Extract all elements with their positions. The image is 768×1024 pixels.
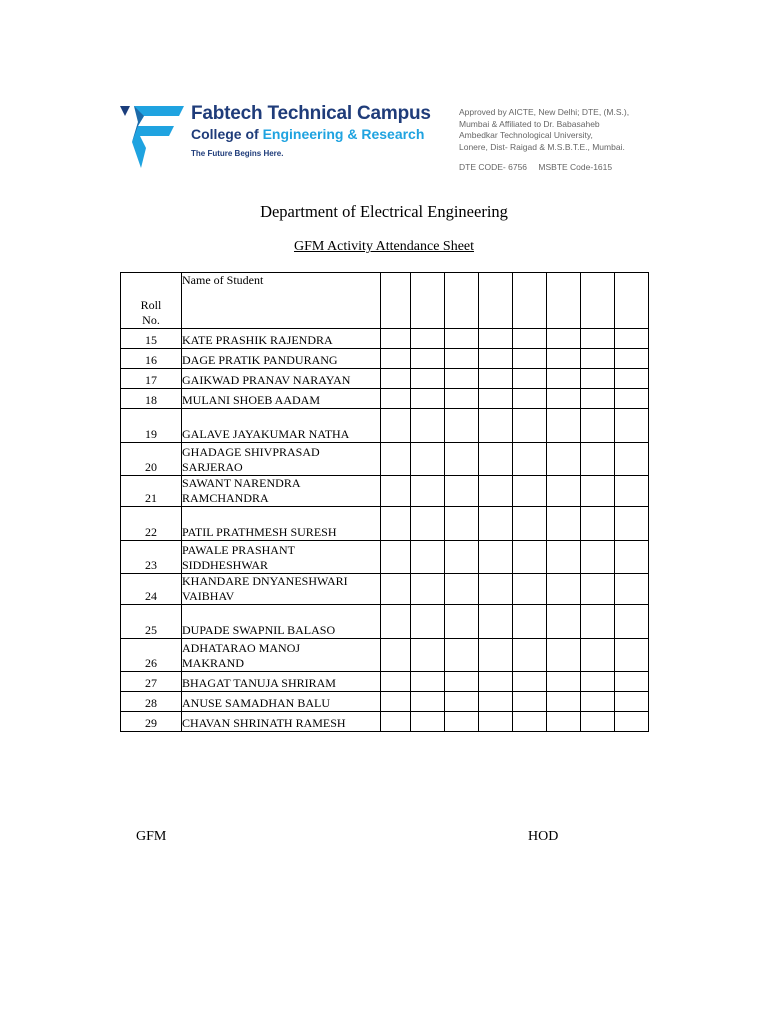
attendance-header-cell [381, 273, 411, 329]
roll-number-cell: 28 [121, 692, 182, 712]
college-tagline: The Future Begins Here. [191, 149, 284, 158]
attendance-cell [445, 712, 479, 732]
attendance-cell [479, 541, 513, 574]
attendance-cell [445, 369, 479, 389]
student-name-cell: BHAGAT TANUJA SHRIRAM [182, 672, 381, 692]
roll-number-cell: 29 [121, 712, 182, 732]
attendance-cell [479, 507, 513, 541]
attendance-cell [547, 541, 581, 574]
student-name-cell: SAWANT NARENDRA RAMCHANDRA [182, 476, 381, 507]
table-row [121, 409, 649, 443]
roll-number-cell: 19 [121, 409, 182, 443]
brand-block [191, 103, 461, 158]
attendance-cell [479, 443, 513, 476]
roll-number-cell: 23 [121, 541, 182, 574]
roll-number-cell: 22 [121, 507, 182, 541]
attendance-cell [411, 712, 445, 732]
attendance-cell [547, 329, 581, 349]
attendance-cell [513, 692, 547, 712]
attendance-cell [581, 389, 615, 409]
student-name-cell: ADHATARAO MANOJ MAKRAND [182, 639, 381, 672]
attendance-cell [615, 507, 649, 541]
attendance-cell [381, 369, 411, 389]
student-name-cell: ANUSE SAMADHAN BALU [182, 692, 381, 712]
attendance-cell [411, 574, 445, 605]
attendance-cell [581, 329, 615, 349]
attendance-cell [381, 476, 411, 507]
letterhead [118, 100, 658, 180]
attendance-header-cell [411, 273, 445, 329]
table-row [121, 574, 649, 605]
table-row [121, 507, 649, 541]
attendance-cell [381, 541, 411, 574]
hod-signature: HOD [528, 829, 559, 844]
attendance-cell [547, 369, 581, 389]
attendance-cell [381, 639, 411, 672]
attendance-cell [547, 692, 581, 712]
attendance-header-cell [445, 273, 479, 329]
attendance-cell [445, 605, 479, 639]
attendance-cell [513, 443, 547, 476]
student-name-cell: MULANI SHOEB AADAM [182, 389, 381, 409]
table-row [121, 672, 649, 692]
attendance-cell [479, 409, 513, 443]
attendance-cell [445, 389, 479, 409]
attendance-cell [411, 409, 445, 443]
attendance-cell [547, 349, 581, 369]
college-subtitle: College of Engineering & Research [191, 126, 425, 142]
student-name-cell: GAIKWAD PRANAV NARAYAN [182, 369, 381, 389]
dte-code: DTE CODE- 6756 [459, 162, 528, 172]
attendance-cell [581, 574, 615, 605]
attendance-cell [513, 712, 547, 732]
table-header-row [121, 273, 649, 329]
table-row [121, 329, 649, 349]
attendance-cell [411, 605, 445, 639]
attendance-cell [381, 409, 411, 443]
attendance-cell [513, 507, 547, 541]
attendance-cell [615, 329, 649, 349]
attendance-cell [581, 349, 615, 369]
attendance-cell [411, 389, 445, 409]
attendance-cell [615, 443, 649, 476]
attendance-header-cell [615, 273, 649, 329]
attendance-table [120, 272, 649, 732]
attendance-cell [445, 574, 479, 605]
attendance-cell [411, 329, 445, 349]
attendance-cell [479, 389, 513, 409]
table-body [121, 329, 649, 732]
table-row [121, 692, 649, 712]
attendance-cell [445, 639, 479, 672]
roll-number-cell: 25 [121, 605, 182, 639]
approval-text: Approved by AICTE, New Delhi; DTE, (M.S.), Mumbai & Affiliated to Dr. Babasaheb Ambedkar Technological University, Lonere, Dist- Raigad & M.S.B.T.E., Mumbai. [459, 107, 630, 152]
attendance-cell [479, 672, 513, 692]
attendance-cell [445, 409, 479, 443]
attendance-cell [581, 507, 615, 541]
attendance-cell [479, 574, 513, 605]
attendance-cell [381, 389, 411, 409]
attendance-cell [581, 692, 615, 712]
table-row [121, 476, 649, 507]
attendance-cell [411, 369, 445, 389]
attendance-cell [513, 349, 547, 369]
attendance-cell [411, 672, 445, 692]
attendance-cell [445, 672, 479, 692]
attendance-cell [513, 672, 547, 692]
gfm-signature: GFM [136, 829, 167, 844]
attendance-cell [513, 389, 547, 409]
attendance-cell [513, 574, 547, 605]
attendance-cell [513, 639, 547, 672]
attendance-cell [381, 672, 411, 692]
attendance-cell [411, 541, 445, 574]
attendance-cell [381, 507, 411, 541]
attendance-cell [547, 574, 581, 605]
attendance-cell [381, 605, 411, 639]
attendance-header-cell [581, 273, 615, 329]
student-name-cell: KATE PRASHIK RAJENDRA [182, 329, 381, 349]
attendance-cell [581, 605, 615, 639]
student-name-cell: DAGE PRATIK PANDURANG [182, 349, 381, 369]
student-name-cell: PAWALE PRASHANT SIDDHESHWAR [182, 541, 381, 574]
attendance-cell [513, 409, 547, 443]
attendance-cell [381, 349, 411, 369]
roll-number-cell: 15 [121, 329, 182, 349]
attendance-cell [381, 574, 411, 605]
attendance-cell [445, 541, 479, 574]
attendance-cell [615, 389, 649, 409]
table-row [121, 605, 649, 639]
attendance-cell [547, 389, 581, 409]
attendance-cell [581, 712, 615, 732]
student-name-cell: PATIL PRATHMESH SURESH [182, 507, 381, 541]
attendance-cell [615, 369, 649, 389]
attendance-header-cell [513, 273, 547, 329]
table-row [121, 541, 649, 574]
student-name-cell: DUPADE SWAPNIL BALASO [182, 605, 381, 639]
sheet-title: GFM Activity Attendance Sheet [293, 239, 475, 254]
roll-number-cell: 17 [121, 369, 182, 389]
attendance-cell [479, 349, 513, 369]
roll-number-cell: 21 [121, 476, 182, 507]
attendance-cell [547, 672, 581, 692]
attendance-cell [411, 692, 445, 712]
attendance-cell [581, 369, 615, 389]
attendance-cell [445, 507, 479, 541]
attendance-cell [479, 639, 513, 672]
student-name-cell: GHADAGE SHIVPRASAD SARJERAO [182, 443, 381, 476]
attendance-cell [581, 672, 615, 692]
student-name-cell: GALAVE JAYAKUMAR NATHA [182, 409, 381, 443]
student-name-header: Name of Student [182, 273, 381, 329]
attendance-cell [615, 476, 649, 507]
roll-number-cell: 16 [121, 349, 182, 369]
attendance-cell [381, 443, 411, 476]
table-row [121, 712, 649, 732]
attendance-cell [479, 712, 513, 732]
college-name: Fabtech Technical Campus [191, 103, 431, 124]
roll-number-cell: 24 [121, 574, 182, 605]
attendance-cell [615, 692, 649, 712]
attendance-cell [513, 369, 547, 389]
attendance-cell [411, 476, 445, 507]
attendance-cell [513, 541, 547, 574]
attendance-cell [615, 409, 649, 443]
attendance-cell [445, 443, 479, 476]
roll-number-cell: 20 [121, 443, 182, 476]
attendance-cell [581, 639, 615, 672]
table-row [121, 639, 649, 672]
department-title: Department of Electrical Engineering [260, 202, 508, 221]
attendance-cell [615, 639, 649, 672]
roll-number-header: Roll No. [121, 273, 182, 329]
attendance-cell [615, 672, 649, 692]
attendance-cell [581, 443, 615, 476]
attendance-cell [615, 541, 649, 574]
student-name-cell: KHANDARE DNYANESHWARI VAIBHAV [182, 574, 381, 605]
roll-number-cell: 27 [121, 672, 182, 692]
attendance-cell [547, 507, 581, 541]
attendance-cell [381, 712, 411, 732]
attendance-cell [513, 476, 547, 507]
table-row [121, 369, 649, 389]
attendance-cell [615, 605, 649, 639]
institute-codes [459, 162, 664, 172]
attendance-cell [381, 329, 411, 349]
msbte-code: MSBTE Code-1615 [538, 162, 613, 172]
attendance-cell [479, 605, 513, 639]
attendance-cell [411, 443, 445, 476]
attendance-cell [547, 639, 581, 672]
attendance-cell [513, 329, 547, 349]
attendance-cell [411, 507, 445, 541]
fabtech-logo-icon [118, 102, 188, 172]
attendance-header-cell [547, 273, 581, 329]
attendance-cell [445, 476, 479, 507]
attendance-cell [381, 692, 411, 712]
attendance-cell [411, 349, 445, 369]
attendance-cell [581, 541, 615, 574]
attendance-cell [615, 349, 649, 369]
attendance-header-cell [479, 273, 513, 329]
roll-number-cell: 18 [121, 389, 182, 409]
student-name-cell: CHAVAN SHRINATH RAMESH [182, 712, 381, 732]
attendance-cell [445, 692, 479, 712]
attendance-cell [547, 443, 581, 476]
attendance-cell [479, 692, 513, 712]
attendance-cell [581, 476, 615, 507]
attendance-cell [547, 605, 581, 639]
attendance-cell [547, 712, 581, 732]
attendance-cell [581, 409, 615, 443]
attendance-cell [547, 409, 581, 443]
attendance-cell [445, 329, 479, 349]
attendance-cell [615, 574, 649, 605]
table-row [121, 443, 649, 476]
roll-number-cell: 26 [121, 639, 182, 672]
attendance-cell [445, 349, 479, 369]
attendance-cell [479, 329, 513, 349]
table-row [121, 349, 649, 369]
attendance-cell [615, 712, 649, 732]
attendance-cell [411, 639, 445, 672]
attendance-cell [547, 476, 581, 507]
table-row [121, 389, 649, 409]
attendance-cell [479, 476, 513, 507]
attendance-cell [479, 369, 513, 389]
attendance-cell [513, 605, 547, 639]
